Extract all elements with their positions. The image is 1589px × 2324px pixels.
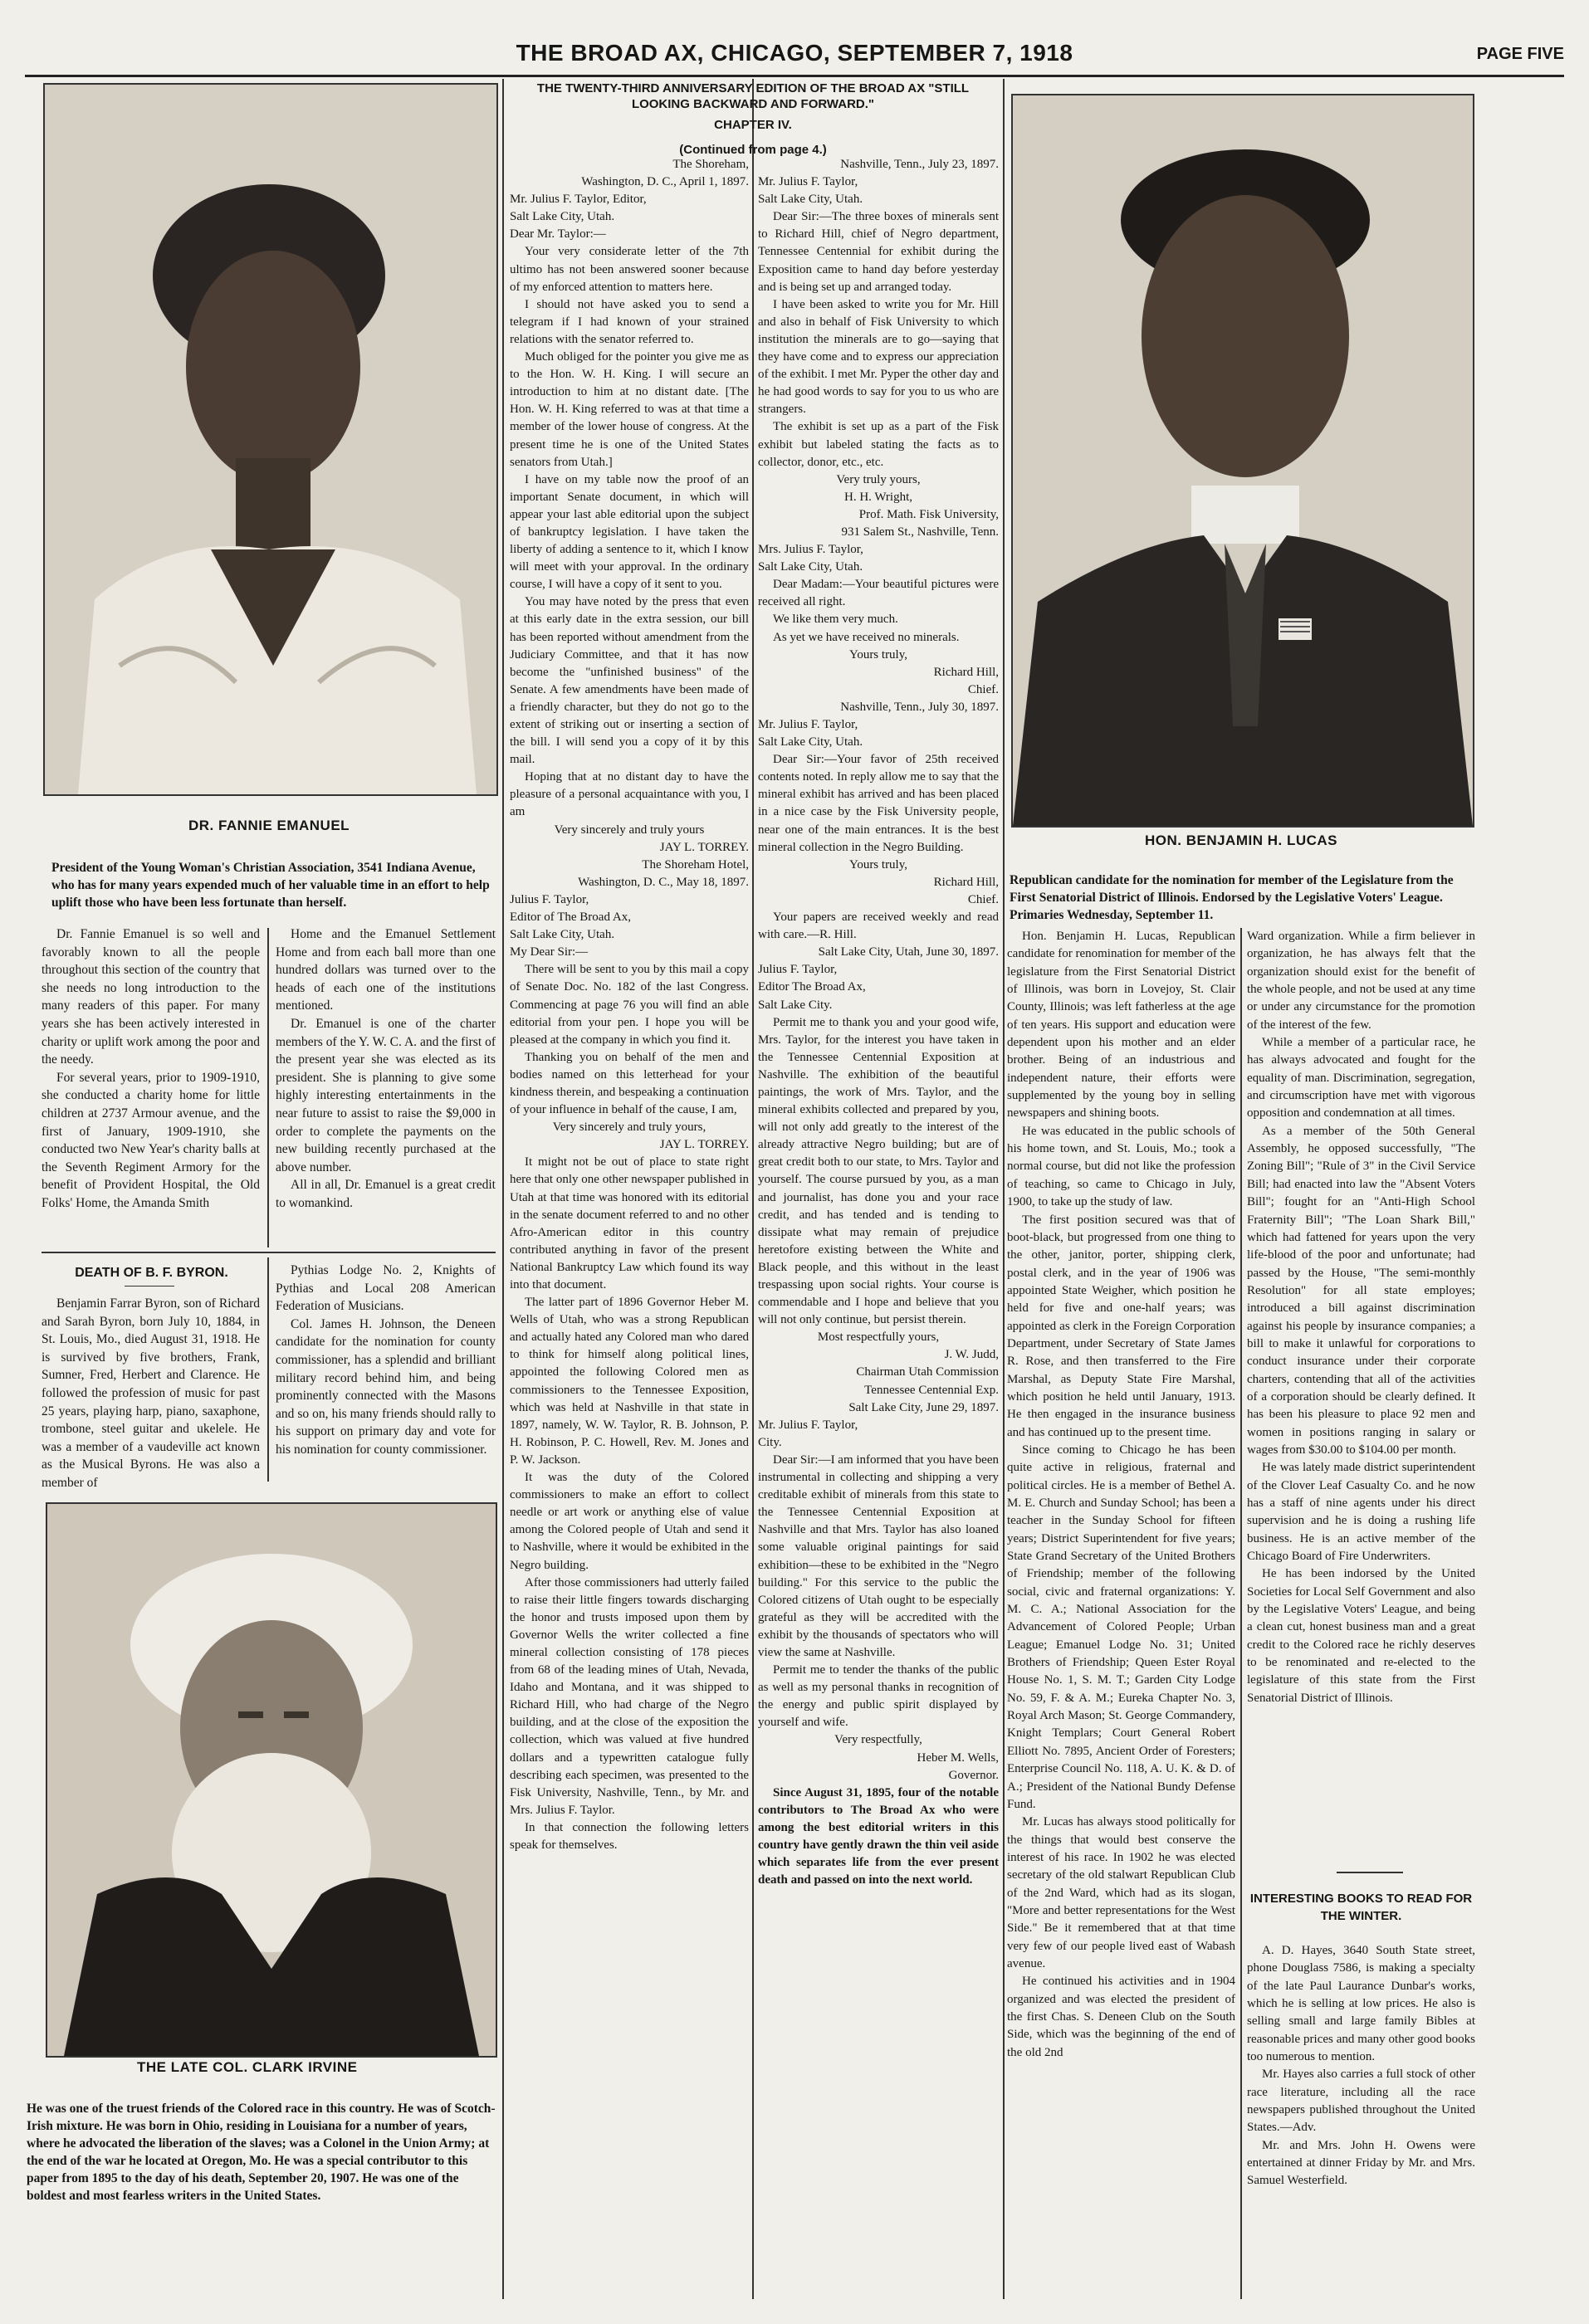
paragraph: Home and the Emanuel Settlement Home and from each ball more than one hundred dollars was turned over to the heads of each one of the institutions mentioned. — [276, 927, 496, 1013]
paragraph: Nashville, Tenn., July 23, 1897. — [840, 158, 999, 171]
portrait-fannie-emanuel — [43, 83, 498, 796]
page-header — [25, 40, 1564, 73]
column-rule — [1240, 928, 1242, 2299]
lucas-caption: HON. BENJAMIN H. LUCAS — [1144, 832, 1337, 848]
paragraph: Very sincerely and truly yours — [554, 823, 705, 837]
paragraph: Mr. and Mrs. John H. Owens were entertained at dinner Friday by Mr. and Mrs. Samuel Westerfield. — [1247, 2138, 1475, 2188]
paragraph: Chief. — [967, 682, 999, 696]
paragraph: We like them very much. — [773, 613, 898, 627]
paragraph: Salt Lake City, Utah. — [758, 560, 863, 574]
portrait-clark-irvine — [46, 1502, 497, 2058]
portrait-image — [45, 85, 496, 794]
section-rule — [42, 1252, 496, 1253]
irvine-caption: THE LATE COL. CLARK IRVINE — [137, 2059, 358, 2075]
column-rule — [502, 79, 504, 2299]
lucas-column-1 — [1007, 928, 1235, 2062]
column-rule — [267, 1257, 269, 1482]
paragraph: The Shoreham Hotel, — [642, 857, 749, 872]
paragraph: Julius F. Taylor, — [510, 892, 589, 906]
paragraph: Salt Lake City, Utah, June 30, 1897. — [818, 945, 999, 959]
paragraph: A. D. Hayes, 3640 South State street, phone Douglass 7586, is making a specialty of the late Paul Laurance Dunbar's works, which he is selling at low prices. He also is selling small and large family Bibles at reasonable prices and many other good books too numerous to mention. — [1247, 1944, 1475, 2064]
paragraph: Governor. — [948, 1768, 999, 1782]
paragraph: Washington, D. C., April 1, 1897. — [581, 175, 749, 189]
paragraph: Salt Lake City. — [758, 998, 833, 1012]
paragraph: As yet we have received no minerals. — [773, 630, 960, 644]
paragraph: Washington, D. C., May 18, 1897. — [578, 875, 749, 889]
section-rule — [1337, 1872, 1403, 1873]
paragraph: You may have noted by the press that even at this early date in the extra session, our bill has been reported without amendment from the Judiciary Committee, and that it has now become the "unfinished business" of the Senate. A few amendments have been made of a friendly character, but they do not go to the extent of striking out or inserting a section of the bill. I will send you a copy of it by this mail. — [510, 595, 749, 767]
paragraph: The Shoreham, — [672, 158, 749, 171]
paragraph: Mr. Hayes also carries a full stock of other race literature, including all the race newspapers published throughout the United States.—Adv. — [1247, 2068, 1475, 2135]
column-rule — [1003, 79, 1005, 2299]
paragraph: He was lately made district superintendent of the Clover Leaf Casualty Co. and he now has a staff of nine agents under his direct supervision and he is doing a rushing life business. He is an active member of the Chicago Board of Fire Underwriters. — [1247, 1461, 1475, 1564]
paragraph: Yours truly, — [848, 647, 908, 662]
emanuel-caption: DR. FANNIE EMANUEL — [188, 818, 350, 833]
masthead-title: THE BROAD AX, CHICAGO, SEPTEMBER 7, 1918 — [516, 40, 1073, 66]
paragraph: It was the duty of the Colored commissioners to make an effort to collect needle or art work or anything else of value among the Colored people of Utah and send it to Nashville, where it would be exhibited in the Negro building. — [510, 1471, 749, 1572]
books-column — [1247, 1942, 1475, 2190]
paragraph: Salt Lake City, Utah. — [758, 735, 863, 749]
paragraph: Dear Mr. Taylor:— — [510, 227, 606, 242]
byron-column-2 — [276, 1262, 496, 1459]
middle-column-2 — [758, 156, 999, 1889]
paragraph: Mr. Julius F. Taylor, — [758, 1418, 858, 1432]
paragraph: Salt Lake City, Utah. — [758, 193, 863, 207]
paragraph: Richard Hill, — [933, 665, 999, 679]
paragraph: Julius F. Taylor, — [758, 963, 838, 977]
paragraph: Dear Madam:—Your beautiful pictures were received all right. — [758, 578, 999, 609]
paragraph: Since coming to Chicago he has been quite active in religious, fraternal and political circles. He is a member of Bethel A. M. E. Church and Sunday School; has been a teacher in the Sunday School for fifteen years; District Superintendent for five years; State Grand Secretary of the United Brothers of Friendship; member of the following social, civic and fraternal organizations: Y. M. C. A.; National Association for the Advancement of Colored People; Urban League; Emanuel Lodge No. 31; United Brothers of Friendship; Queen Ester Royal House No. 1, S. M. T.; Garden City Lodge No. 59, F. & A. M.; Eureka Chapter No. 3, Royal Arch Mason; St. George Commandery, Knight Templars; Court General Robert Elliott No. 7895, Ancient Order of Foresters; Enterprise Council No. 118, A. U. K. & D. of A.; President of the National Bundy Defense Fund. — [1007, 1443, 1235, 1811]
paragraph: H. H. Wright, — [843, 490, 913, 504]
header-rule — [25, 75, 1564, 77]
byron-column-1 — [42, 1295, 260, 1492]
paragraph: Your very considerate letter of the 7th ultimo has not been answered sooner because of my enforced attention to matters here. — [510, 245, 749, 294]
paragraph: I should not have asked you to send a telegram if I had known of your strained relations with the senator referred to. — [510, 297, 749, 346]
middle-column-1 — [510, 156, 749, 1854]
paragraph: Dear Sir:—Your favor of 25th received contents noted. In reply allow me to say that the mineral exhibit has arrived and has been placed in a nice case by the Fisk University people, near one of the main entrances. It is the best mineral collection in the Negro Building. — [758, 753, 999, 854]
emanuel-column-2 — [276, 925, 496, 1213]
paragraph: Since August 31, 1895, four of the notable contributors to The Broad Ax who were among the best editorial writers in this country have gently drawn the thin veil aside which separates life from the ever present death and passed on into the next world. — [758, 1785, 999, 1887]
paragraph: Mrs. Julius F. Taylor, — [758, 543, 863, 557]
paragraph: J. W. Judd, — [944, 1348, 999, 1362]
paragraph: For several years, prior to 1909-1910, she conducted a charity home for little children at 2737 Armour avenue, and the first of January, 1909-1910, she conducted two New Year's charity balls at the Seventh Regiment Armory for the benefit of Provident Hospital, the Old Folks' Home, the Amanda Smith — [42, 1070, 260, 1210]
paragraph: Mr. Lucas has always stood politically for the things that would best conserve the interest of his race. In 1902 he was elected secretary of the old stalwart Republican Club of the 2nd Ward, which had as its slogan, "More and better representations for the West Side." Be it remembered that at that time very few of our people lived east of Wabash avenue. — [1007, 1815, 1235, 1970]
paragraph: After those commissioners had utterly failed to raise their little fingers towards discharging the honor and trusts imposed upon them by Governor Wells the writer collected a fine mineral collection consisting of 178 pieces from 68 of the leading mines of Utah, Nevada, Idaho and Montana, and it was shipped to Richard Hill, who had charge of the Negro building, and at the close of the exposition the collection, which was valued at five hundred dollars and a typewritten catalogue fully describing each specimen, was presented to the Fisk University, Nashville, Tenn., by Mr. and Mrs. Julius F. Taylor. — [510, 1575, 749, 1817]
books-heading: INTERESTING BOOKS TO READ FOR THE WINTER. — [1249, 1892, 1473, 1923]
paragraph: Col. James H. Johnson, the Deneen candidate for the nomination for county commissioner, has a splendid and brilliant military record behind him, and being prominently connected with the Masons and so on, his many friends should rally to his support on primary day and vote for his nomination for county commissioner. — [276, 1316, 496, 1457]
paragraph: City. — [758, 1435, 782, 1449]
irvine-intro: He was one of the truest friends of the Colored race in this country. He was of Scotch-Irish mixture. He was born in Ohio, residing in Louisiana for a number of years, where he advocated the liberation of the slaves; was a Colonel in the Union Army; at the end of the war he located at Oregon, Mo. He was a special contributor to this paper from 1895 to the day of his death, September 20, 1907. He was one of the boldest and most fearless writers in the United States. — [27, 2102, 496, 2203]
paragraph: I have been asked to write you for Mr. Hill and also in behalf of Fisk University to which institution the minerals are to go—saying that they have come and to express our appreciation of the exhibit. I met Mr. Pyper the other day and he had good words to say for you to us who are strangers. — [758, 297, 999, 417]
paragraph: Richard Hill, — [933, 875, 999, 889]
continued-note: (Continued from page 4.) — [679, 143, 827, 157]
emanuel-intro: President of the Young Woman's Christian Association, 3541 Indiana Avenue, who has for many years expended much of her valuable time in an effort to help uplift those who have been less fortunate than herself. — [51, 861, 490, 910]
paragraph: As a member of the 50th General Assembly, he opposed successfully, "The Zoning Bill"; "Rule of 3" in the Civil Service Bill; had enacted into law the "Absent Voters Bill"; fought for an "Anti-High School Fraternity Bill"; "The Loan Shark Bill," which had fattened for years upon the very life-blood of the poor and unfortunate; had passed by the House, "The semi-monthly Resolution" for all state employes; introduced a bill against discrimination against his people by insurance companies; a bill to make it unlawful for corporations to conduct insurance under their corporate charters, contending that all of the activities of a corporation should be clearly defined. It has been his pleasure to place 92 men and women in positions ranging in salary or wages from $30.00 to $104.00 per month. — [1247, 1124, 1475, 1457]
lucas-column-2 — [1247, 928, 1475, 1707]
paragraph: Permit me to thank you and your good wife, Mrs. Taylor, for the interest you have taken in the Tennessee Centennial Exposition at Nashville. The exhibition of the beautiful paintings, the work of Mrs. Taylor, and the mineral exhibits collected and prepared by you, will not only add greatly to the interest of the already attractive Negro building; but are of great credit both to our state, to Mrs. Taylor and yourself. The course pursued by you, as a man and journalist, has done you and your race credit, and has tended and is tending to dissipate what may remain of prejudice heretofore existing between the White and Black people, and this without in the least trespassing upon social rights. Your course is commendable and I hope and believe that you will not only continue, but persist therein. — [758, 1015, 999, 1327]
paragraph: There will be sent to you by this mail a copy of Senate Doc. No. 182 of the last Congress. Commencing at page 76 you will find an able editorial from your pen. I hope you will be pleased at the company in which you find it. — [510, 963, 749, 1047]
paragraph: Ward organization. While a firm believer in organization, he has always felt that the organization should exist for the benefit of the whole people, and not be used at any time or under any circumstance for the promotion of the interest of the few. — [1247, 930, 1475, 1032]
paragraph: Thanking you on behalf of the men and bodies named on this letterhead for your kindness therein, and bespeaking a continuation of your influence in behalf of the cause, I am, — [510, 1050, 749, 1117]
paragraph: Mr. Julius F. Taylor, — [758, 718, 858, 731]
paragraph: 931 Salem St., Nashville, Tenn. — [841, 525, 999, 539]
paragraph: Editor The Broad Ax, — [758, 980, 866, 994]
paragraph: In that connection the following letters speak for themselves. — [510, 1820, 749, 1852]
paragraph: Chairman Utah Commission — [856, 1365, 999, 1379]
paragraph: Very sincerely and truly yours, — [552, 1120, 706, 1135]
paragraph: Salt Lake City, June 29, 1897. — [848, 1400, 999, 1414]
paragraph: Dr. Fannie Emanuel is so well and favorably known to all the people throughout this section of the country that she needs no long introduction to the many readers of this paper. For many years she has been actively interested in charity or uplift work among the poor and the needy. — [42, 927, 260, 1067]
paragraph: Tennessee Centennial Exp. — [864, 1383, 999, 1397]
lucas-intro: Republican candidate for the nomination for member of the Legislature from the First Senatorial District of Illinois. Endorsed by the Legislative Voters' League. Primaries Wednesday, September 11. — [1010, 873, 1454, 922]
paragraph: Editor of The Broad Ax, — [510, 911, 631, 925]
paragraph: Much obliged for the pointer you give me as to the Hon. W. H. King. I will secure an introduction to him at no distant date. [The Hon. W. H. King referred to was at that time a member of the lower house of congress. At the present time he is one of the United States senators from Utah.] — [510, 350, 749, 469]
paragraph: It might not be out of place to state right here that only one other newspaper published in Utah at that time was honored with its editorial in the senate document referred to and no other Afro-American editor in this country contributed anything in favor of the present National Bankruptcy Law which found its way into that document. — [510, 1155, 749, 1291]
portrait-image — [47, 1504, 496, 2056]
paragraph: He was educated in the public schools of his home town, and St. Louis, Mo.; took a normal course, but did not like the profession of teaching, so came to Chicago in July, 1900, to take up the study of law. — [1007, 1124, 1235, 1209]
paragraph: Nashville, Tenn., July 30, 1897. — [840, 700, 999, 714]
paragraph: The latter part of 1896 Governor Heber M. Wells of Utah, who was a strong Republican and actually hated any Colored man who dared to think for himself along political lines, appointed the following Colored men as commissioners to the Tennessee Exposition, which was held at Nashville in that state in 1897, namely, W. W. Taylor, R. B. Johnson, P. H. Robinson, P. C. Howell, Rev. M. Jones and P. W. Jackson. — [510, 1296, 749, 1467]
paragraph: Pythias Lodge No. 2, Knights of Pythias and Local 208 American Federation of Musicians. — [276, 1263, 496, 1314]
paragraph: Mr. Julius F. Taylor, Editor, — [510, 193, 647, 207]
chapter-heading: CHAPTER IV. — [714, 118, 792, 132]
column-rule — [752, 79, 754, 2299]
paragraph: I have on my table now the proof of an important Senate document, in which will appear your last able editorial upon the subject of bankruptcy legislation. I have taken the liberty of adding a sentence to it, which I know will meet with your approval. In the ordinary course, I will have a copy of it sent to you. — [510, 472, 749, 592]
anniversary-headline: THE TWENTY-THIRD ANNIVERSARY EDITION OF THE BROAD AX "STILL LOOKING BACKWARD AND FORWARD." — [536, 81, 970, 111]
column-rule — [267, 928, 269, 1247]
paragraph: Dr. Emanuel is one of the charter members of the Y. W. C. A. and the first of the present year she was elected as its president. She is planning to give some highly interesting entertainments in the near future to assist to raise the $9,000 in order to complete the payments on the new building recently purchased at the above number. — [276, 1016, 496, 1174]
paragraph: The exhibit is set up as a part of the Fisk exhibit but labeled stating the facts as to collector, donor, etc., etc. — [758, 420, 999, 469]
paragraph: Salt Lake City, Utah. — [510, 210, 615, 224]
paragraph: JAY L. TORREY. — [659, 1138, 749, 1152]
paragraph: He continued his activities and in 1904 organized and was elected the president of the first Chas. S. Deneen Club on the South Side, which was the beginning of the end of the old 2nd — [1007, 1975, 1235, 2059]
paragraph: My Dear Sir:— — [510, 945, 589, 959]
page-number: PAGE FIVE — [1476, 45, 1564, 63]
portrait-image — [1013, 95, 1473, 826]
paragraph: Salt Lake City, Utah. — [510, 928, 615, 942]
paragraph: Your papers are received weekly and read with care.—R. Hill. — [758, 911, 999, 942]
paragraph: Most respectfully yours, — [817, 1330, 940, 1345]
paragraph: All in all, Dr. Emanuel is a great credit to womankind. — [276, 1178, 496, 1210]
paragraph: Prof. Math. Fisk University, — [858, 507, 999, 521]
paragraph: Dear Sir:—I am informed that you have been instrumental in collecting and shipping a very creditable exhibit of minerals from this state to the Tennessee Centennial Exposition at Nashville and that Mrs. Taylor has also loaned some valuable original paintings for said exhibition—these to be exhibited in the "Negro building." For this service to the public the Colored citizens of Utah ought to be especially grateful as they will be accredited with the exhibit by the thousands of spectators who will view the same at Nashville. — [758, 1452, 999, 1659]
paragraph: While a member of a particular race, he has always advocated and fought for the equality of man. Discrimination, segregation, and circumscription have met with vigorous opposition and condemnation at all times. — [1247, 1036, 1475, 1120]
paragraph: Heber M. Wells, — [917, 1750, 999, 1765]
paragraph: Hon. Benjamin H. Lucas, Republican candidate for renomination for member of the legislature from the First Senatorial District of Illinois, was born in Lovejoy, St. Clair County, Illinois; was left fatherless at the age of ten years. His support and education were dependent upon his mother and an elder brother. Being of an industrious and independent nature, their efforts were supplemented by the young boy in selling newspapers and shining boots. — [1007, 930, 1235, 1120]
emanuel-column-1 — [42, 925, 260, 1213]
paragraph: Very respectfully, — [834, 1733, 922, 1747]
paragraph: Yours truly, — [848, 857, 908, 872]
paragraph: He has been indorsed by the United Societies for Local Self Government and also by the Legislative Voters' League, and being a clean cut, honest business man and a great credit to the Colored race he richly deserves to be renominated and re-elected to the legislature of this state from the First Senatorial District of Illinois. — [1247, 1567, 1475, 1705]
paragraph: Hoping that at no distant day to have the pleasure of a personal acquaintance with you, I am — [510, 770, 749, 819]
paragraph: Chief. — [967, 892, 999, 906]
paragraph: The first position secured was that of boot-black, but progressed from one thing to the other, janitor, porter, shipping clerk, postal clerk, and in the year of 1906 was appointed State Weigher, which position he held for five and one-half years; was appointed as clerk in the Foreign Corporation Department, under Secretary of State James R. Rose, and then transferred to the Fire Marshal, as Deputy State Fire Marshal, which position he held until January, 1913. He then engaged in the insurance business and has continued up to the present time. — [1007, 1213, 1235, 1439]
byron-heading: DEATH OF B. F. BYRON. — [75, 1266, 228, 1280]
paragraph: JAY L. TORREY. — [659, 840, 749, 854]
portrait-benjamin-lucas — [1011, 94, 1474, 828]
paragraph: Benjamin Farrar Byron, son of Richard and Sarah Byron, born July 10, 1884, in St. Louis, Mo., died August 31, 1918. He is survived by five brothers, Frank, Sumner, Fred, Herbert and Clarence. He followed the profession of music for past 25 years, playing harp, piano, saxaphone, trombone, steel guitar and ukelele. He was a member of a vaudeville act known as the Musical Byrons. He was also a member of — [42, 1296, 260, 1490]
paragraph: Dear Sir:—The three boxes of minerals sent to Richard Hill, chief of Negro department, Tennessee Centennial for exhibit during the Exposition came to hand day before yesterday and is being set up and arranged today. — [758, 210, 999, 294]
paragraph: Very truly yours, — [836, 472, 921, 486]
paragraph: Mr. Julius F. Taylor, — [758, 175, 858, 189]
paragraph: Permit me to tender the thanks of the public as well as my personal thanks in recognition of the energy and public spirit displayed by yourself and wife. — [758, 1663, 999, 1730]
